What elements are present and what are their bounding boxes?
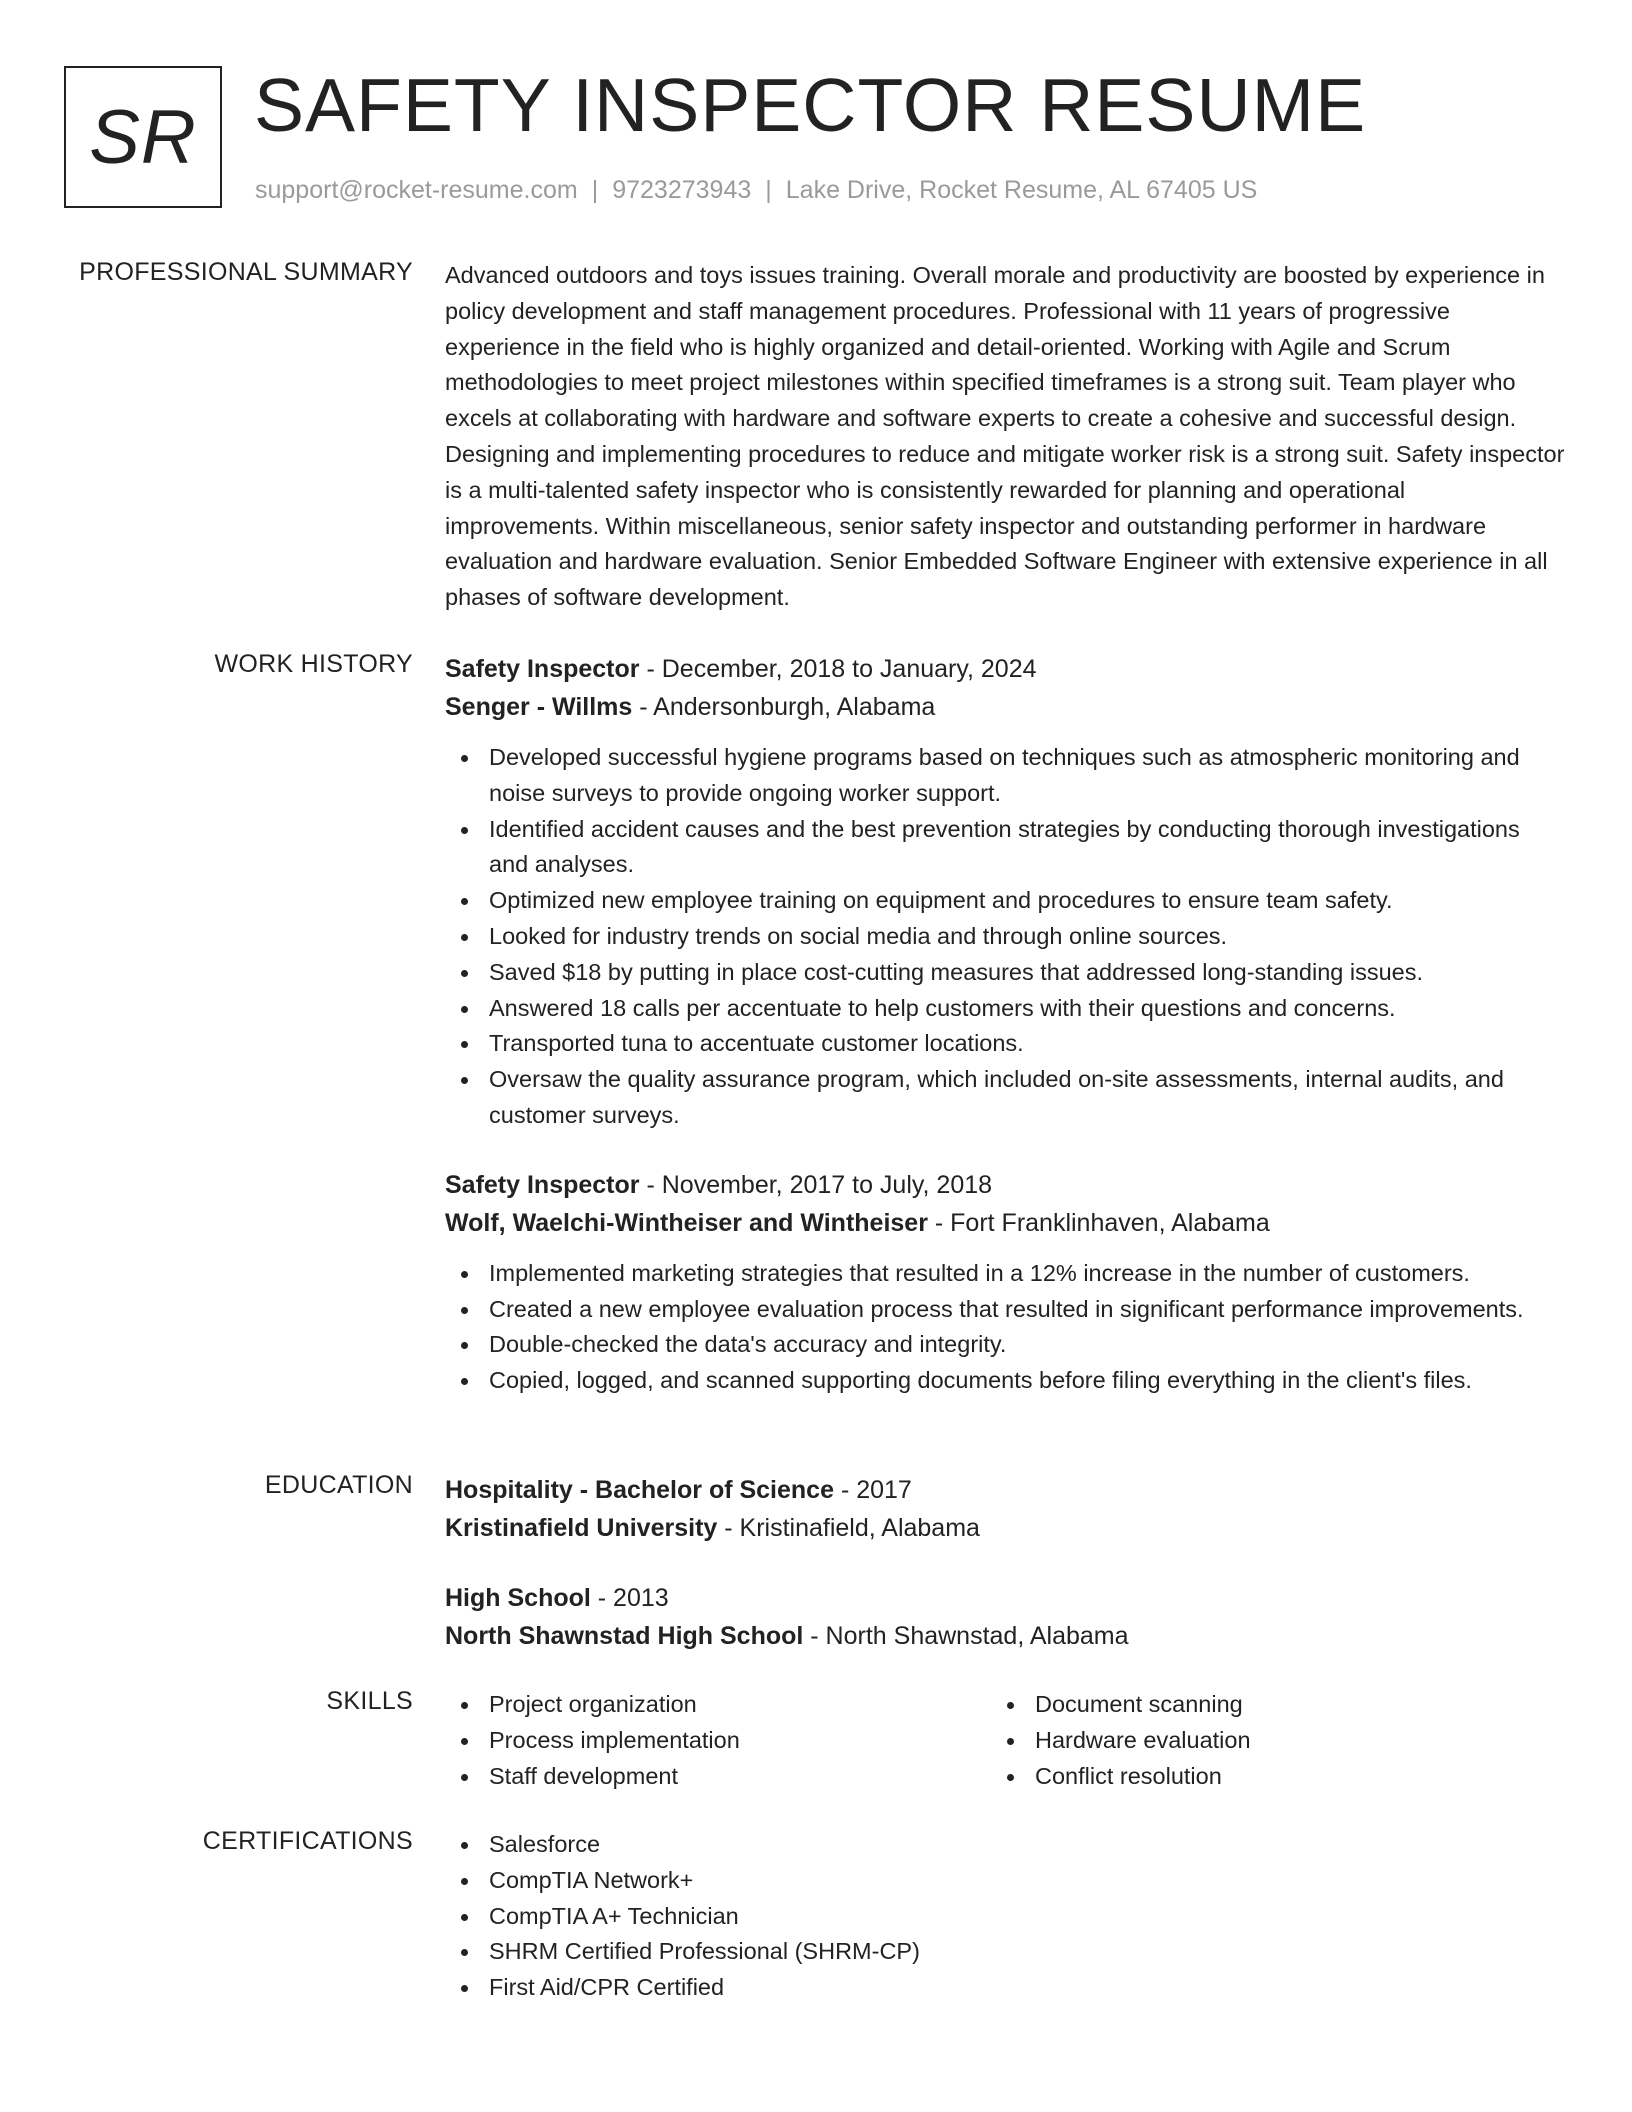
degree-name: Hospitality - Bachelor of Science xyxy=(445,1476,834,1504)
section-label-summary: PROFESSIONAL SUMMARY xyxy=(79,258,413,286)
degree-year: - 2013 xyxy=(590,1584,669,1612)
job-bullet: Identified accident causes and the best prevention strategies by conducting thorough investigations and analyses. xyxy=(445,812,1565,884)
job-bullet: Created a new employee evaluation process that resulted in significant performance improvements. xyxy=(445,1292,1565,1328)
job-bullet: Answered 18 calls per accentuate to help customers with their questions and concerns. xyxy=(445,991,1565,1027)
certification-item: Salesforce xyxy=(445,1827,1565,1863)
certification-item: CompTIA A+ Technician xyxy=(445,1899,1565,1935)
job-bullets xyxy=(445,740,1565,1134)
job-bullet: Saved $18 by putting in place cost-cutting measures that addressed long-standing issues. xyxy=(445,955,1565,991)
skills-grid xyxy=(445,1687,1565,1794)
skill-item: Conflict resolution xyxy=(991,1759,1537,1795)
education-body xyxy=(445,1471,1565,1655)
contact-phone: 9723273943 xyxy=(612,176,752,204)
skills-column xyxy=(445,1687,991,1794)
work-body xyxy=(445,650,1565,1399)
job-bullet: Implemented marketing strategies that resulted in a 12% increase in the number of customers. xyxy=(445,1256,1565,1292)
job-dates: - December, 2018 to January, 2024 xyxy=(639,655,1037,683)
school-name: North Shawnstad High School xyxy=(445,1622,804,1650)
job-title: Safety Inspector xyxy=(445,1170,640,1199)
monogram-box xyxy=(64,66,222,208)
certifications-list xyxy=(445,1827,1565,2006)
job-dates: - November, 2017 to July, 2018 xyxy=(639,1170,993,1199)
education-entry xyxy=(445,1471,1565,1547)
job-location: - Fort Franklinhaven, Alabama xyxy=(927,1208,1270,1237)
job-company-line xyxy=(445,1204,1565,1242)
job-bullets xyxy=(445,1256,1565,1399)
certification-item: SHRM Certified Professional (SHRM-CP) xyxy=(445,1934,1565,1970)
job-title-line xyxy=(445,1166,1565,1204)
degree-line xyxy=(445,1579,1565,1617)
certification-item: CompTIA Network+ xyxy=(445,1863,1565,1899)
job-bullet: Oversaw the quality assurance program, which included on-site assessments, internal audits, and customer surveys. xyxy=(445,1062,1565,1134)
section-label-education: EDUCATION xyxy=(264,1471,413,1499)
section-label-certifications: CERTIFICATIONS xyxy=(202,1827,413,1855)
job-bullet: Copied, logged, and scanned supporting documents before filing everything in the client's files. xyxy=(445,1363,1565,1399)
skills-list xyxy=(991,1687,1537,1794)
skill-item: Document scanning xyxy=(991,1687,1537,1723)
skill-item: Hardware evaluation xyxy=(991,1723,1537,1759)
skill-item: Process implementation xyxy=(445,1723,991,1759)
job-company-line xyxy=(445,688,1565,726)
resume-title: SAFETY INSPECTOR RESUME xyxy=(254,63,1367,147)
contact-separator: | xyxy=(591,176,599,204)
section-label-skills: SKILLS xyxy=(326,1687,413,1715)
certification-item: First Aid/CPR Certified xyxy=(445,1970,1565,2006)
contact-separator: | xyxy=(765,176,772,204)
certifications-body xyxy=(445,1827,1565,2006)
job-entry xyxy=(445,650,1565,1134)
skill-item: Staff development xyxy=(445,1759,991,1795)
job-title-line xyxy=(445,650,1565,688)
skills-body xyxy=(445,1687,1565,1794)
contact-address: Lake Drive, Rocket Resume, AL 67405 US xyxy=(785,176,1258,204)
school-line xyxy=(445,1617,1565,1655)
monogram-initials: SR xyxy=(89,94,197,180)
school-location: - Kristinafield, Alabama xyxy=(717,1514,980,1542)
summary-text: Advanced outdoors and toys issues training. Overall morale and productivity are boosted by experience in policy development and staff management procedures. Professional with 11 years of progressive experience in the field who is highly organized and detail-oriented. Working with Agile and Scrum methodologies to meet project milestones within specified timeframes is a strong suit. Team player who excels at collaborating with hardware and software experts to create a cohesive and successful design. Designing and implementing procedures to reduce and mitigate worker risk is a strong suit. Safety inspector is a multi-talented safety inspector who is consistently rewarded for planning and operational improvements. Within miscellaneous, senior safety inspector and outstanding performer in hardware evaluation and hardware evaluation. Senior Embedded Software Engineer with extensive experience in all phases of software development. xyxy=(445,262,1565,611)
school-line xyxy=(445,1509,1565,1547)
degree-line xyxy=(445,1471,1565,1509)
job-bullet: Double-checked the data's accuracy and integrity. xyxy=(445,1327,1565,1363)
job-entry xyxy=(445,1166,1565,1399)
skills-column xyxy=(991,1687,1537,1794)
summary-body xyxy=(445,258,1565,616)
skills-list xyxy=(445,1687,991,1794)
school-name: Kristinafield University xyxy=(445,1514,718,1542)
section-label-work: WORK HISTORY xyxy=(214,650,413,678)
contact-line xyxy=(255,176,1257,205)
school-location: - North Shawnstad, Alabama xyxy=(803,1622,1129,1650)
job-bullet: Looked for industry trends on social media and through online sources. xyxy=(445,919,1565,955)
contact-email: support@rocket-resume.com xyxy=(255,176,578,204)
resume-header xyxy=(64,63,1564,208)
job-bullet: Optimized new employee training on equipment and procedures to ensure team safety. xyxy=(445,883,1565,919)
job-location: - Andersonburgh, Alabama xyxy=(632,693,936,721)
job-title: Safety Inspector xyxy=(445,655,640,683)
skill-item: Project organization xyxy=(445,1687,991,1723)
job-company: Senger - Willms xyxy=(445,693,633,721)
degree-year: - 2017 xyxy=(834,1476,912,1504)
job-bullet: Developed successful hygiene programs based on techniques such as atmospheric monitoring and noise surveys to provide ongoing worker support. xyxy=(445,740,1565,812)
job-company: Wolf, Waelchi-Wintheiser and Wintheiser xyxy=(445,1208,928,1237)
job-bullet: Transported tuna to accentuate customer locations. xyxy=(445,1026,1565,1062)
education-entry xyxy=(445,1579,1565,1655)
degree-name: High School xyxy=(445,1584,591,1612)
